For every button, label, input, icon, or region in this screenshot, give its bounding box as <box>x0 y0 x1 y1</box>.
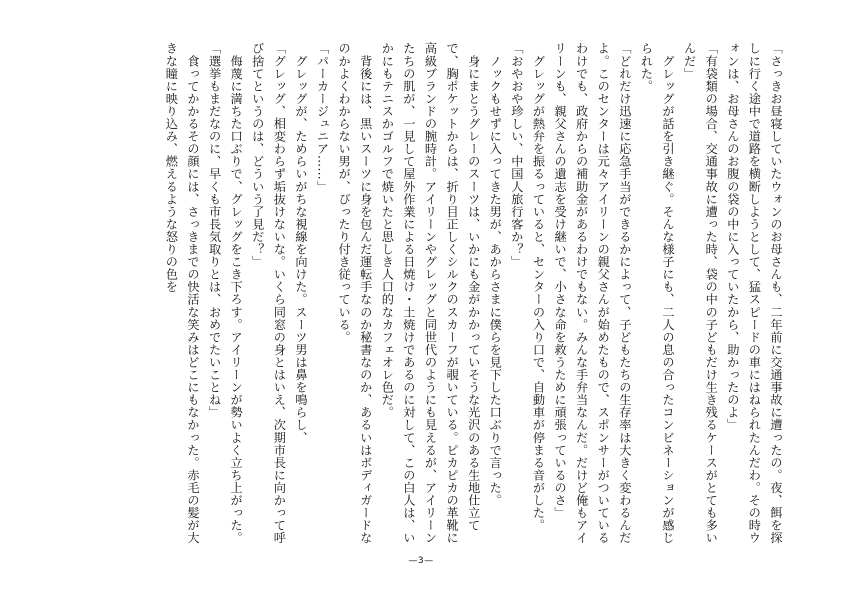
paragraph: グレッグが、ためらいがちな視線を向けた。スーツ男は鼻を鳴らし、 <box>293 42 308 444</box>
paragraph: 食ってかかるその顔には、さっきまでの快活な笑みはどこにもなかった。赤毛の髪が大きな瞳に映り込み、燃えるような怒りの色を <box>164 42 200 544</box>
paragraph: ノックもせずに入ってきた男が、あからさまに僕らを見下した口ぶりで言った。 <box>488 42 503 507</box>
paragraph: 「パーカージュニア……」 <box>315 42 330 193</box>
paragraph: グレッグが熱弁を振るっていると、センターの入り口で、自動車が停まる音がした。 <box>531 42 546 532</box>
paragraph: 「どれだけ迅速に応急手当ができるかによって、子どもたちの生存率は大きく変わるんだよ。このセンターは元々アイリーンの親父さんが始めたもので、スポンサーがついているわけでも、政府からの補助金があるわけでもない。みんな手弁当なんだ。だけど俺もアイリーンも、親父さんの遺志を受け継いで、小さな命を救うために頑張っているのさ」 <box>553 42 632 544</box>
paragraph: 「グレッグ、相変わらず垢抜けないな。いくら同窓の身とはいえ、次期市長に向かって呼び捨てというのは、どういう了見だ？」 <box>250 42 287 544</box>
paragraph: 「有袋類の場合、交通事故に遭った時、袋の中の子どもだけ生き残るケースがとても多いんだ」 <box>682 42 719 544</box>
paragraph: 身にまとうグレーのスーツは、いかにも金がかかっていそうな光沢のある生地仕立てで、胸ポケットからは、折り目正しくシルクのスカーフが覗いている。ピカピカの革靴に高級ブランドの腕時計。アイリーンやグレッグと同世代のようにも見えるが、アイリーンたちの肌が、一見して屋外作業による日焼け・土焼けであるのに対して、この白人は、いかにもテニスかゴルフで焼いたと思しき人口的なカフェオレ色だ。 <box>380 42 481 544</box>
paragraph: 「さっきお昼寝していたウォンのお母さんも、二年前に交通事故に遭ったの。夜、餌を探しに行く途中で道路を横断しようとして、猛スピードの車にはねられたんだわ。その時ウォンは、お母さんのお腹の袋の中に入っていたから、助かったのよ」 <box>725 42 783 544</box>
page-number: —3— <box>408 556 434 566</box>
paragraph: 「選挙もまだなのに、早くも市長気取りとは、おめでたいことね」 <box>207 42 222 419</box>
paragraph: 「おやおや珍しい、中国人旅行客か？」 <box>509 42 524 268</box>
paragraph: グレッグが話を引き継ぐ。そんな様子にも、二人の息の合ったコンビネーションが感じられた。 <box>639 42 676 544</box>
paragraph: 侮蔑に満ちた口ぶりで、グレッグをこき下ろす。アイリーンが勢いよく立ち上がった。 <box>229 42 244 544</box>
vertical-text-body <box>46 42 786 548</box>
paragraph: 背後には、黒いスーツに身を包んだ運転手なのか秘書なのか、あるいはボディガードなのかよくわからない男が、ぴったり付き従っている。 <box>337 42 373 544</box>
